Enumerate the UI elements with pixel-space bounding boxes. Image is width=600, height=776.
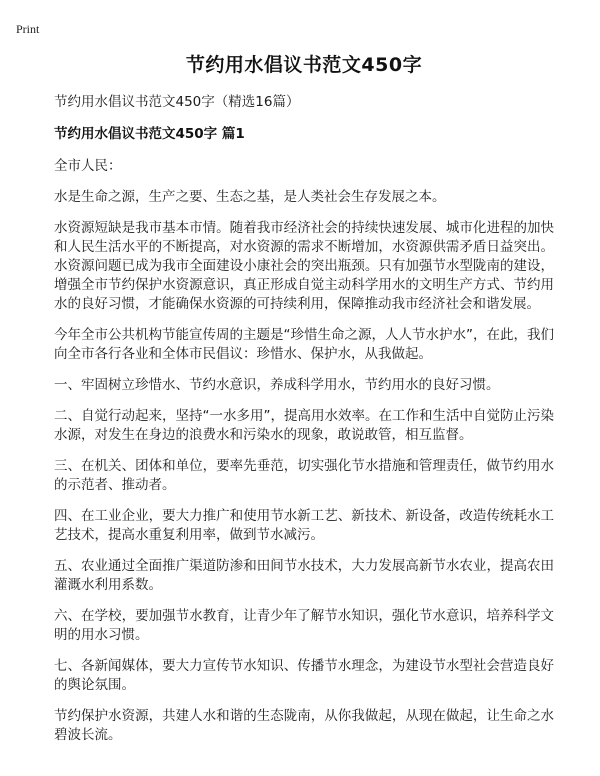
section-heading: 节约用水倡议书范文450字 篇1 (54, 126, 245, 142)
proposal-item: 七、各新闻媒体，要大力宣传节水知识、传播节水理念，为建设节水型社会营造良好的舆论氛围。 (54, 658, 554, 693)
proposal-item: 二、自觉行动起来，坚持“一水多用”，提高用水效率。在工作和生活中自觉防止污染水源，对发生在身边的浪费水和污染水的现象，敢说敢管，相互监督。 (54, 408, 554, 443)
paragraph: 今年全市公共机构节能宣传周的主题是“珍惜生命之源，人人节水护水”，在此，我们向全市各行各业和全体市民倡议：珍惜水、保护水，从我做起。 (54, 327, 554, 362)
document-subtitle: 节约用水倡议书范文450字（精选16篇） (54, 94, 300, 110)
document-body (54, 52, 554, 757)
proposal-item: 四、在工业企业，要大力推广和使用节水新工艺、新技术、新设备，改造传统耗水工艺技术，提高水重复利用率，做到节水减污。 (54, 508, 554, 543)
proposal-item: 六、在学校，要加强节水教育，让青少年了解节水知识，强化节水意识，培养科学文明的用水习惯。 (54, 608, 554, 643)
closing-paragraph: 节约保护水资源，共建人水和谐的生态陇南，从你我做起，从现在做起，让生命之水碧波长流。 (54, 708, 554, 743)
paragraph: 水是生命之源，生产之要、生态之基，是人类社会生存发展之本。 (54, 189, 446, 205)
proposal-item: 一、牢固树立珍惜水、节约水意识，养成科学用水，节约用水的良好习惯。 (54, 377, 500, 393)
paragraph: 水资源短缺是我市基本市情。随着我市经济社会的持续快速发展、城市化进程的加快和人民生活水平的不断提高，对水资源的需求不断增加，水资源供需矛盾日益突出。水资源问题已成为我市全面建设小康社会的突出瓶颈。只有加强节水型陇南的建设，增强全市节约保护水资源意识，真正形成自觉主动科学用水的文明生产方式、节约用水的良好习惯，才能确保水资源的可持续利用，保障推动我市经济社会和谐发展。 (54, 220, 554, 312)
salutation: 全市人民： (54, 158, 122, 174)
proposal-item: 五、农业通过全面推广渠道防渗和田间节水技术，大力发展高新节水农业，提高农田灌溉水利用系数。 (54, 558, 554, 593)
proposal-item: 三、在机关、团体和单位，要率先垂范，切实强化节水措施和管理责任，做节约用水的示范者、推动者。 (54, 458, 554, 493)
print-link[interactable]: Print (16, 22, 40, 36)
document-title: 节约用水倡议书范文450字 (185, 54, 423, 76)
